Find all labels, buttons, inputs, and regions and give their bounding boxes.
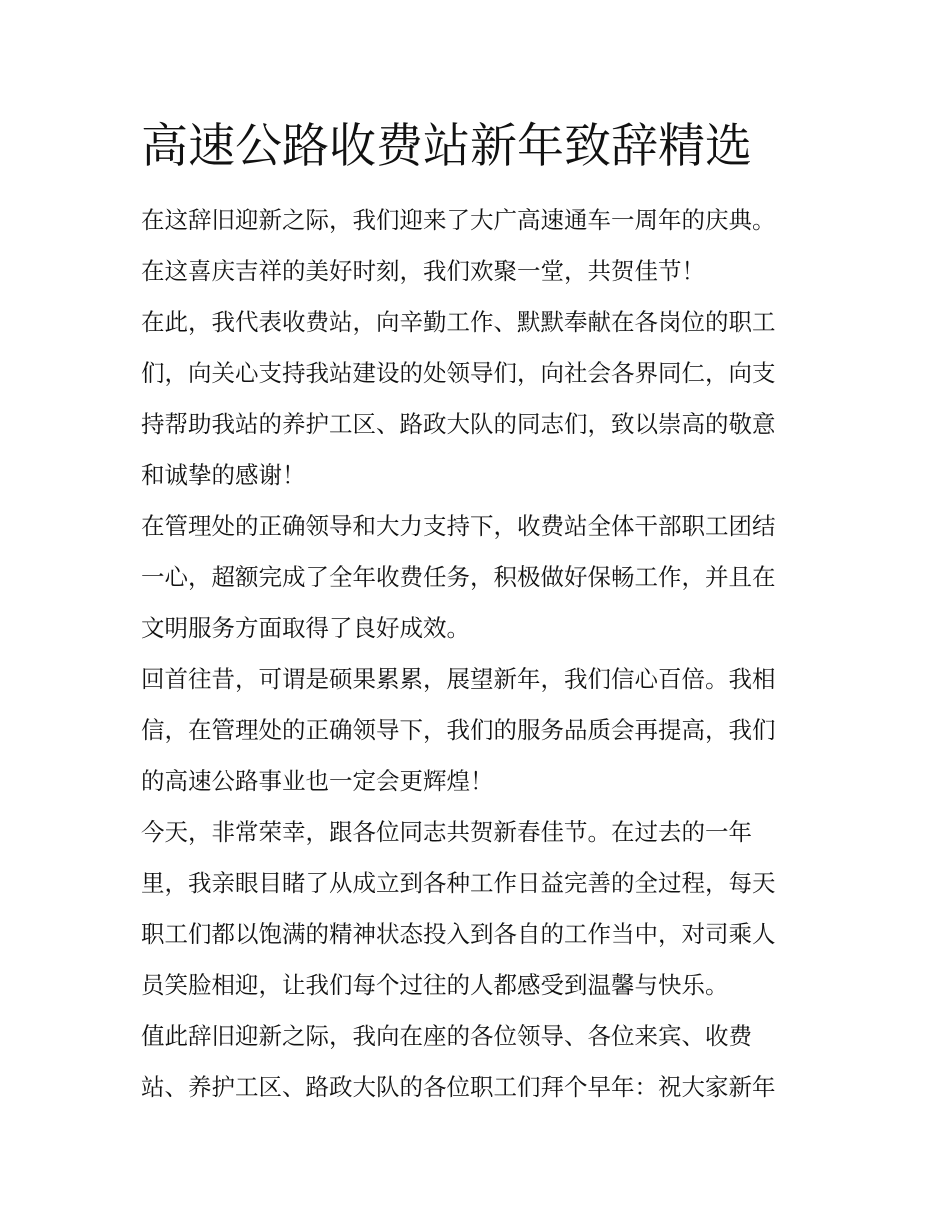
text-line: 职工们都以饱满的精神状态投入到各自的工作当中，对司乘人	[141, 920, 776, 948]
document-title: 高速公路收费站新年致辞精选	[141, 119, 752, 174]
text-line: 里，我亲眼目睹了从成立到各种工作日益完善的全过程，每天	[141, 869, 776, 897]
text-line: 持帮助我站的养护工区、路政大队的同志们，致以崇高的敬意	[141, 410, 776, 438]
text-line: 值此辞旧迎新之际，我向在座的各位领导、各位来宾、收费	[141, 1022, 752, 1050]
text-line: 在这辞旧迎新之际，我们迎来了大广高速通车一周年的庆典。	[141, 206, 776, 234]
text-line: 信，在管理处的正确领导下，我们的服务品质会再提高，我们	[141, 716, 776, 744]
text-line: 员笑脸相迎，让我们每个过往的人都感受到温馨与快乐。	[141, 971, 729, 999]
text-line: 和诚挚的感谢！	[141, 461, 306, 489]
text-line: 回首往昔，可谓是硕果累累，展望新年，我们信心百倍。我相	[141, 665, 776, 693]
text-line: 的高速公路事业也一定会更辉煌！	[141, 767, 494, 795]
text-line: 一心，超额完成了全年收费任务，积极做好保畅工作，并且在	[141, 563, 776, 591]
text-line: 们，向关心支持我站建设的处领导们，向社会各界同仁，向支	[141, 359, 776, 387]
text-line: 站、养护工区、路政大队的各位职工们拜个早年：祝大家新年	[141, 1073, 776, 1101]
text-line: 在管理处的正确领导和大力支持下，收费站全体干部职工团结	[141, 512, 776, 540]
text-line: 文明服务方面取得了良好成效。	[141, 614, 470, 642]
text-line: 今天，非常荣幸，跟各位同志共贺新春佳节。在过去的一年	[141, 818, 752, 846]
text-line: 在此，我代表收费站，向辛勤工作、默默奉献在各岗位的职工	[141, 308, 776, 336]
text-line: 在这喜庆吉祥的美好时刻，我们欢聚一堂，共贺佳节！	[141, 257, 705, 285]
document-body	[141, 195, 831, 1113]
